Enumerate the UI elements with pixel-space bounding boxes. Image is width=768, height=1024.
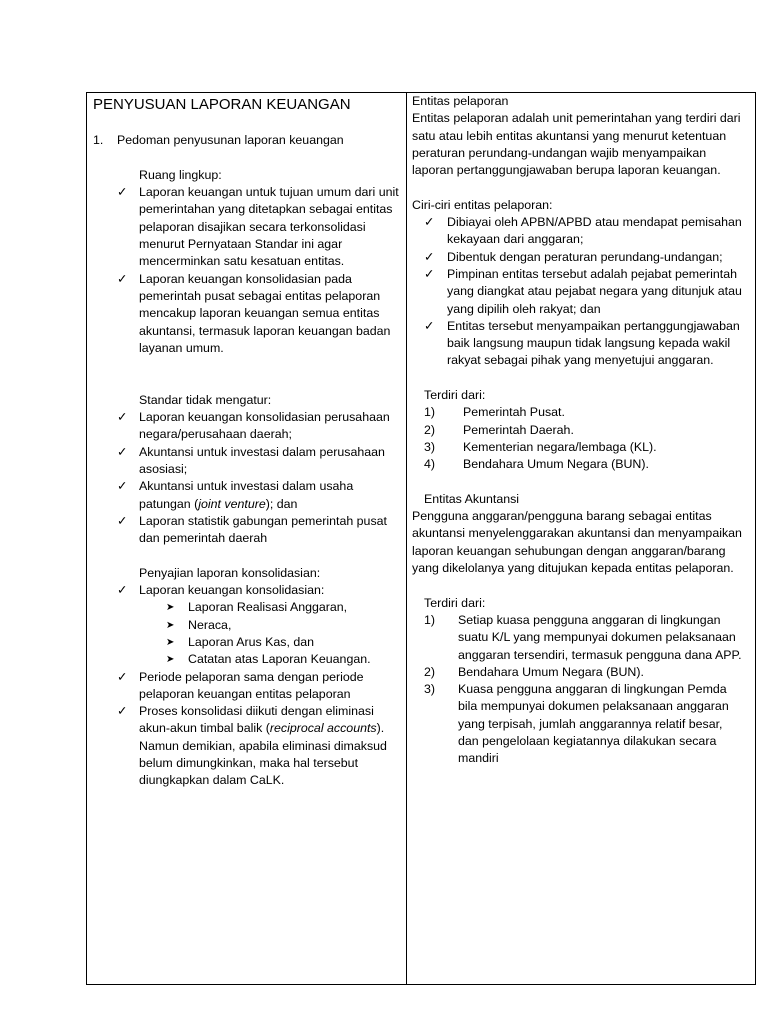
list-item — [412, 439, 744, 456]
ciri-ciri-heading: Ciri-ciri entitas pelaporan: — [412, 197, 553, 212]
list-item — [412, 249, 744, 266]
section-number: 1. — [93, 133, 104, 148]
check-mark-icon: ✓ — [424, 266, 435, 281]
penyajian-list-cont — [93, 669, 401, 790]
list-item — [93, 444, 401, 479]
arrow-bullet-icon: ➤ — [166, 636, 175, 648]
terdiri-dari-list — [412, 404, 744, 473]
list-item-text: Kuasa pengguna anggaran di lingkungan Pemda bila mempunyai dokumen pelaksanaan anggaran yang terpisah, jumlah anggarannya relatif besar, dan pengelolaan kegiatannya dilakukan secara mandiri — [458, 682, 729, 766]
list-number: 2) — [424, 664, 436, 679]
entitas-akuntansi-heading: Entitas Akuntansi — [424, 491, 520, 506]
content-table — [86, 92, 756, 985]
penyajian-sublist — [93, 599, 401, 668]
sub-list-item — [93, 599, 401, 616]
list-item — [93, 513, 401, 548]
arrow-bullet-icon: ➤ — [166, 654, 175, 666]
list-item-text: Laporan keuangan konsolidasian perusahaan negara/perusahaan daerah; — [139, 410, 390, 442]
list-item — [93, 184, 401, 270]
list-number: 1) — [424, 405, 436, 420]
list-item-text: Pimpinan entitas tersebut adalah pejabat pemerintah yang diangkat atau pejabat negara yang ditunjuk atau yang dipilih oleh rakyat; dan — [447, 266, 742, 316]
list-item-text: ). Namun demikian, apabila eliminasi dimaksud belum dimungkinkan, maka hal tersebut diungkapkan dalam CaLK. — [139, 721, 387, 788]
check-mark-icon: ✓ — [424, 318, 435, 333]
check-mark-icon: ✓ — [117, 479, 128, 494]
list-item — [412, 664, 744, 681]
list-item — [412, 422, 744, 439]
list-item — [93, 582, 401, 599]
entitas-pelaporan-heading: Entitas pelaporan — [412, 94, 509, 108]
list-item-text: Proses konsolidasi diikuti dengan eliminasi akun-akun timbal balik ( — [139, 704, 374, 736]
check-mark-icon: ✓ — [424, 215, 435, 230]
entitas-akuntansi-body: Pengguna anggaran/pengguna barang sebagai entitas akuntansi menyelenggarakan akuntansi dan menyampaikan laporan keuangan sehubungan dengan anggaran/barang yang dikelolanya yang ditujukan kepada entitas pelaporan. — [412, 509, 742, 576]
list-item — [412, 214, 744, 249]
list-item-text: Laporan keuangan untuk tujuan umum dari unit pemerintahan yang ditetapkan sebagai entitas pelaporan disajikan secara terkonsolidasi menurut Pernyataan Standar ini agar mencerminkan satu kesatuan entitas. — [139, 185, 399, 269]
list-item-text: Bendahara Umum Negara (BUN). — [458, 664, 644, 679]
list-item-text: Entitas tersebut menyampaikan pertanggungjawaban baik langsung maupun tidak langsung kepada wakil rakyat sebagai pihak yang menyetujui anggaran. — [447, 318, 740, 368]
check-mark-icon: ✓ — [117, 271, 128, 286]
right-column — [412, 93, 744, 768]
check-mark-icon: ✓ — [117, 669, 128, 684]
list-item-text: Dibentuk dengan peraturan perundang-undangan; — [447, 249, 723, 264]
document-title: PENYUSUAN LAPORAN KEUANGAN — [93, 96, 351, 113]
sub-list-item-text: Catatan atas Laporan Keuangan. — [188, 652, 371, 667]
check-mark-icon: ✓ — [117, 444, 128, 459]
list-item-text: Setiap kuasa pengguna anggaran di lingkungan suatu K/L yang mempunyai dokumen pelaksanaan anggaran tersendiri, termasuk pengguna dana APP. — [458, 612, 742, 662]
check-mark-icon: ✓ — [117, 704, 128, 719]
sub-list-item — [93, 634, 401, 651]
penyajian-heading: Penyajian laporan konsolidasian: — [139, 565, 321, 580]
list-number: 1) — [424, 612, 436, 627]
list-item — [93, 271, 401, 357]
list-item-text: ); dan — [265, 496, 298, 511]
section-title: Pedoman penyusunan laporan keuangan — [117, 133, 344, 148]
list-number: 3) — [424, 682, 436, 697]
list-item-text: Laporan keuangan konsolidasian pada pemerintah pusat sebagai entitas pelaporan mencakup laporan keuangan semua entitas akuntansi, termasuk laporan keuangan badan layanan umum. — [139, 271, 391, 355]
arrow-bullet-icon: ➤ — [166, 619, 175, 631]
check-mark-icon: ✓ — [424, 249, 435, 264]
column-divider — [406, 93, 407, 984]
sub-list-item — [93, 651, 401, 668]
list-item — [412, 404, 744, 421]
section-heading — [93, 132, 401, 149]
terdiri-dari-heading: Terdiri dari: — [424, 595, 486, 610]
list-item-text: Akuntansi untuk investasi dalam usaha patungan ( — [139, 479, 354, 511]
sub-list-item-text: Laporan Arus Kas, dan — [188, 634, 315, 649]
list-item — [93, 409, 401, 444]
sub-list-item — [93, 617, 401, 634]
list-item-text: Dibiayai oleh APBN/APBD atau mendapat pemisahan kekayaan dari anggaran; — [447, 215, 742, 247]
entitas-pelaporan-body: Entitas pelaporan adalah unit pemerintahan yang terdiri dari satu atau lebih entitas akuntansi yang menurut ketentuan peraturan perundang-undangan wajib menyampaikan laporan pertanggungjawaban berupa laporan keuangan. — [412, 111, 741, 178]
list-item-text: Pemerintah Daerah. — [463, 422, 574, 437]
left-column — [93, 93, 401, 790]
list-item-text: Laporan keuangan konsolidasian: — [139, 583, 325, 598]
check-mark-icon: ✓ — [117, 410, 128, 425]
list-item-italic: reciprocal accounts — [269, 721, 377, 736]
list-item-text: Pemerintah Pusat. — [463, 405, 565, 420]
check-mark-icon: ✓ — [117, 583, 128, 598]
list-item-text: Akuntansi untuk investasi dalam perusahaan asosiasi; — [139, 444, 385, 476]
list-item — [93, 478, 401, 513]
list-number: 2) — [424, 422, 436, 437]
list-item — [412, 456, 744, 473]
standar-heading: Standar tidak mengatur: — [139, 392, 272, 407]
list-item — [412, 681, 744, 767]
list-item — [412, 318, 744, 370]
sub-list-item-text: Neraca, — [188, 617, 232, 632]
list-number: 4) — [424, 457, 436, 472]
list-item — [412, 266, 744, 318]
list-item-text: Periode pelaporan sama dengan periode pelaporan keuangan entitas pelaporan — [139, 669, 364, 701]
ruang-lingkup-heading: Ruang lingkup: — [139, 167, 222, 182]
ciri-ciri-list — [412, 214, 744, 370]
terdiri-dari-heading: Terdiri dari: — [424, 388, 486, 403]
terdiri-dari-list — [412, 612, 744, 768]
list-item-text: Bendahara Umum Negara (BUN). — [463, 457, 649, 472]
list-number: 3) — [424, 439, 436, 454]
list-item-text: Laporan statistik gabungan pemerintah pusat dan pemerintah daerah — [139, 513, 387, 546]
list-item-italic: joint venture — [198, 496, 266, 511]
penyajian-list — [93, 582, 401, 599]
list-item — [93, 669, 401, 704]
arrow-bullet-icon: ➤ — [166, 602, 175, 614]
ruang-lingkup-list — [93, 184, 401, 357]
check-mark-icon: ✓ — [117, 513, 128, 528]
list-item — [93, 703, 401, 789]
list-item-text: Kementerian negara/lembaga (KL). — [463, 439, 657, 454]
check-mark-icon: ✓ — [117, 185, 128, 200]
list-item — [412, 612, 744, 664]
standar-list — [93, 409, 401, 547]
sub-list-item-text: Laporan Realisasi Anggaran, — [188, 600, 348, 615]
